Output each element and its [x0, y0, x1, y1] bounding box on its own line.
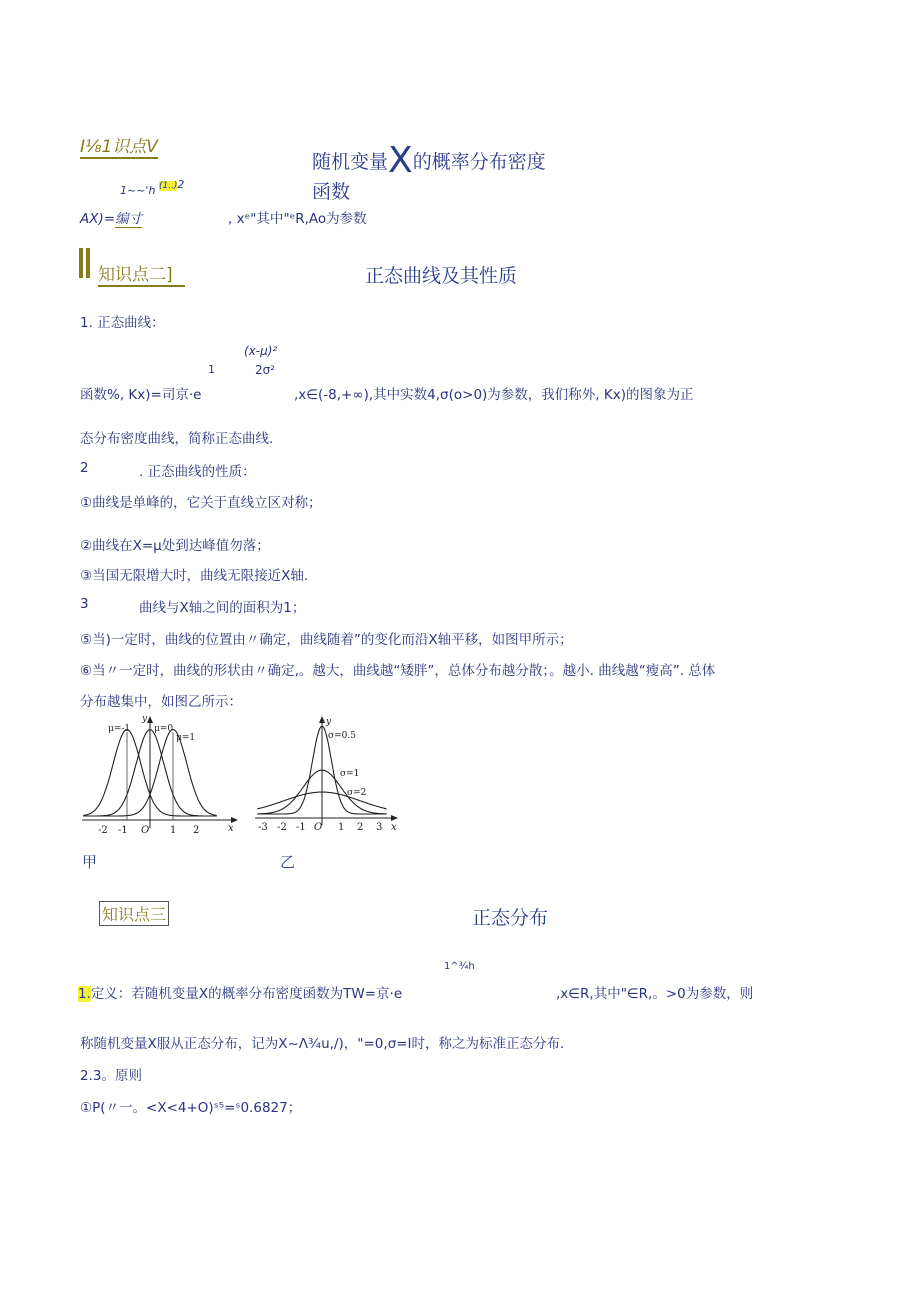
section1-title: [312, 140, 546, 181]
formula-small-box: (1..): [158, 181, 178, 191]
frac-top: (x-μ)²: [244, 344, 278, 358]
figa-tick-neg2: -2: [98, 825, 108, 836]
figb-y-label: y: [326, 717, 332, 727]
item1-line1a: 函数%, Kx)=司京·e: [80, 387, 202, 403]
prop6-line2: 分布越集中，如图乙所示：: [80, 694, 242, 710]
section2-bar1: [79, 248, 83, 278]
section1-label: I⅛1识点V: [80, 132, 158, 159]
section2-label: 知识点二]: [98, 260, 185, 287]
figb-tick-neg1: -1: [296, 822, 306, 833]
section1-title-b: 的概率分布密度: [412, 151, 546, 173]
item2-head: . 正态曲线的性质：: [139, 464, 256, 480]
figa-label-mu-neg1: μ=-1: [108, 724, 131, 734]
item1-line2: 态分布密度曲线，简称正态曲线.: [80, 431, 274, 447]
section1-formula-small: [120, 178, 184, 197]
figb-tick-neg2: -2: [277, 822, 287, 833]
item2-num: 2: [80, 460, 89, 476]
rule-head: 2.3。原则: [80, 1068, 142, 1084]
figa-y-arrow: [147, 716, 153, 723]
figa-tick-neg1: -1: [118, 825, 128, 836]
formula-small-b: 2: [177, 178, 185, 191]
figure-b: [252, 712, 402, 837]
def-num: 1.: [78, 986, 91, 1002]
figa-y-label: y: [142, 714, 148, 724]
rule1: ①P(〃一。<X<4+O)ˢ⁵=ˢ0.6827；: [80, 1100, 302, 1116]
section3-label: 知识点三: [102, 905, 167, 924]
prop1: ①曲线是单峰的，它关于直线立区对称；: [80, 495, 322, 511]
def-text-a: 定义：若随机变量X的概率分布密度函数为TW=京·e: [90, 986, 403, 1002]
figa-tick-origin: O: [141, 825, 150, 836]
figa-label-mu-0: μ=0: [154, 724, 174, 734]
def-sup: 1^¾h: [444, 961, 475, 972]
figb-label-sigma-05: σ=0.5: [328, 731, 356, 741]
prop6-line1: ⑥当〃一定时，曲线的形状由〃确定,。越大，曲线越“矮胖”，总体分布越分散；。越小. 曲线越“瘦高”. 总体: [80, 663, 716, 679]
item1-line1b: ,x∈(-8,+∞),其中实数4,σ(o>0)为参数，我们称外, Kx)的图象为正: [294, 387, 694, 403]
prop2: ②曲线在X=μ处到达峰值勿落；: [80, 538, 270, 554]
def-line1b: ,x∈R,其中"∈R,。>0为参数，则: [556, 986, 754, 1002]
item1-head: 1. 正态曲线：: [80, 315, 165, 331]
figb-x-label: x: [391, 822, 397, 833]
prop4-num: 3: [80, 596, 89, 612]
figb-tick-neg3: -3: [258, 822, 268, 833]
figa-tick-1: 1: [170, 825, 177, 836]
section3-label-box: [99, 901, 169, 926]
figa-label-mu-1: μ=1: [176, 733, 196, 743]
figa-tick-2: 2: [193, 825, 200, 836]
def-line1a: [78, 982, 402, 1002]
figa-x-label: x: [228, 823, 234, 834]
figa-caption: 甲: [82, 853, 98, 871]
figb-x-arrow: [391, 815, 398, 821]
figb-caption: 乙: [280, 853, 296, 871]
section3-title: 正态分布: [472, 907, 549, 929]
figb-tick-3: 3: [376, 822, 383, 833]
section1-title-x: X: [388, 140, 413, 181]
figb-y-arrow: [319, 716, 325, 723]
frac-one: 1: [208, 363, 215, 376]
section1-title-a: 随机变量: [312, 151, 389, 173]
formula-left-a: AX)=: [80, 211, 116, 227]
formula-left-b: 编寸: [115, 211, 143, 227]
section1-formula-left: [80, 207, 142, 227]
frac-bottom: 2σ²: [255, 363, 276, 377]
section2-title: 正态曲线及其性质: [365, 265, 518, 287]
figb-label-sigma-1: σ=1: [340, 769, 360, 779]
formula-small-a: 1~~'h: [120, 184, 156, 197]
prop5: ⑤当)一定时，曲线的位置由〃确定，曲线随着”的变化而沿X轴平移，如图甲所示；: [80, 632, 573, 648]
figb-tick-2: 2: [357, 822, 364, 833]
figb-tick-1: 1: [338, 822, 345, 833]
section2-bar2: [86, 248, 90, 278]
section1-formula-right: , xᵉ"其中"ᵉR,Ao为参数: [228, 211, 367, 227]
def-line2: 称随机变量X服从正态分布，记为X~Λ¾u,/)，"=0,σ=I时，称之为标准正态分布.: [80, 1036, 565, 1052]
figure-a: [78, 712, 243, 842]
prop3: ③当国无限增大时，曲线无限接近X轴.: [80, 568, 309, 584]
section1-title-c: 函数: [312, 181, 351, 203]
figb-label-sigma-2: σ=2: [347, 788, 367, 798]
prop4: 曲线与X轴之间的面积为1；: [139, 600, 306, 616]
figb-tick-origin: O: [314, 822, 323, 833]
